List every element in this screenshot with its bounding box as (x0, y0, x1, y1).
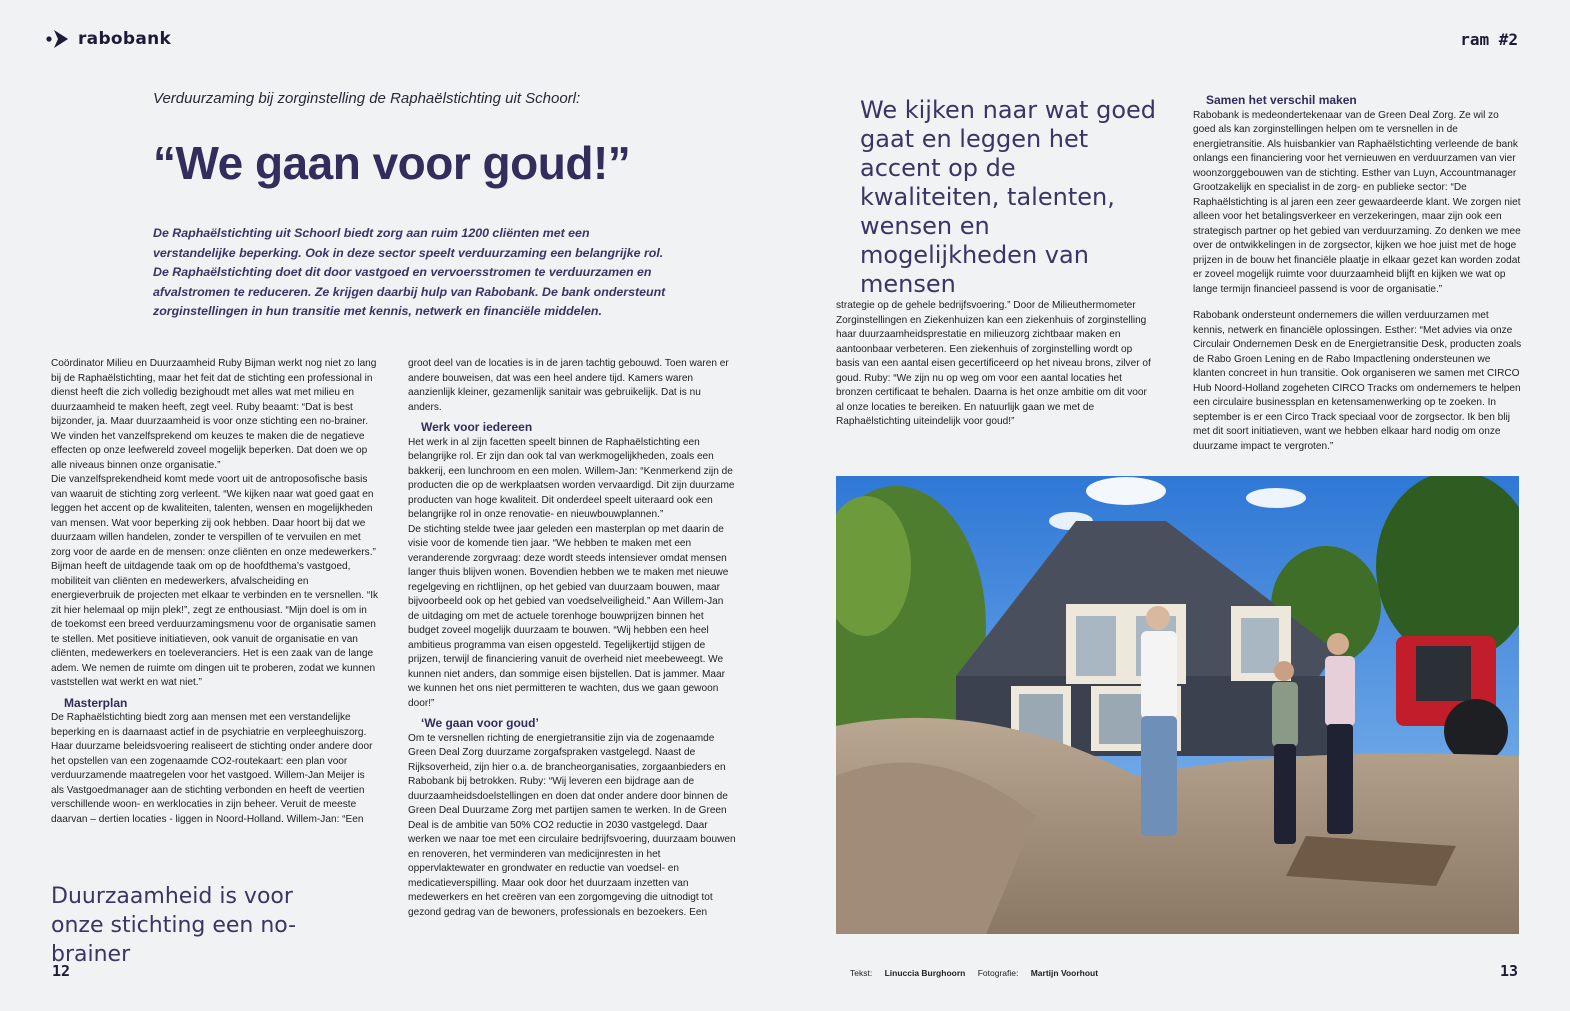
intro-paragraph: De Raphaëlstichting uit Schoorl biedt zorg aan ruim 1200 cliënten met een verstandelijke beperking. Ook in deze sector speelt verduurzaming een belangrijke rol. De Raphaëlstichting doet dit door vastgoed en vervoersstromen te verduurzamen en afvalstromen te reduceren. Ze krijgen daarbij hulp van Rabobank. De bank ondersteunt zorginstellingen in hun transitie met kennis, netwerk en financiële middelen. (153, 226, 666, 318)
paragraph: groot deel van de locaties is in de jaren tachtig gebouwd. Toen waren er andere bouweisen, dat was een heel andere tijd. Kamers waren aanzienlijk kleiner, gezamenlijk sanitair was gebruikelijk. Dat is nu anders. (408, 358, 729, 413)
building-people-photo (836, 476, 1519, 934)
page-number-right: 13 (1499, 962, 1518, 980)
credit-photo-name: Martijn Voorhout (1030, 968, 1099, 978)
paragraph: Het werk in al zijn facetten speelt binnen de Raphaëlstichting een belangrijke rol. Er zijn dan ook tal van werkmogelijkheden, zoals een bakkerij, een lunchroom en een molen. Willem-Jan: “Kenmerkend zijn de producten die op de werkplaatsen worden vervaardigd. Dit zijn duurzame producten van hoge kwaliteit. Dit onderdeel speelt uiteraard ook een belangrijke rol in onze renovatie- en nieuwbouwplannen.” (408, 436, 735, 520)
article-column-3 (836, 299, 1154, 430)
paragraph: Coördinator Milieu en Duurzaamheid Ruby Bijman werkt nog niet zo lang bij de Raphaëlstichting, maar het feit dat de stichting een professional in dienst heeft die zich volledig bezighoudt met alles wat met milieu en duurzaamheid te maken heeft, zegt veel. Ruby beaamt: “Dat is best bijzonder, ja. Maar duurzaamheid is voor onze stichting een no-brainer. We vinden het vanzelfsprekend om keuzes te maken die de negatieve effecten op onze leefwereld zoveel mogelijk beperken. Dat doen we op alle niveaus binnen onze organisatie.” (51, 358, 377, 471)
photo-credits (850, 968, 1108, 978)
subheading-werk: Werk voor iedereen (421, 420, 533, 434)
headline: “We gaan voor goud!” (153, 137, 631, 189)
credit-photo-label: Fotografie: (977, 968, 1019, 978)
subheading-goud: ‘We gaan voor goud’ (421, 716, 539, 730)
article-column-2 (408, 357, 736, 920)
article-column-1 (51, 357, 379, 827)
pull-quote: We kijken naar wat goed gaat en leggen het accent op de kwaliteiten, talenten, wensen en mogelijkheden van mensen (860, 96, 1157, 298)
brand-logo (46, 28, 171, 50)
credit-text-label: Tekst: (850, 968, 873, 978)
paragraph: Die vanzelfsprekendheid komt mede voort uit de antroposofische basis van waaruit de stichting zorg verleent. “We kijken naar wat goed gaat en leggen het accent op de kwaliteiten, talenten, wensen en mogelijkheden van mensen. Wat voor beperking zij ook hebben. Daar hoort bij dat we duurzaam willen handelen, zonder te verspillen of te vervuilen en met zorg voor de aarde en de mensen: onze cliënten en onze medewerkers.” Bijman heeft de uitdagende taak om op de hoofdthema’s vastgoed, mobiliteit van cliënten en medewerkers, afvalscheiding en energieverbruik de projecten met elkaar te verbinden en te versnellen. “Ik zit hier helemaal op mijn plek!”, zegt ze enthousiast. “Mijn doel is om in de toekomst een breed verduurzamingsmenu voor de organisatie samen te stellen. Met positieve initiatieven, ook vanuit de organisatie en van cliënten, medewerkers en toeleveranciers. Het is een zaak van de lange adem. We nemen de ruimte om dingen uit te proberen, zodat we kunnen vaststellen wat werkt en wat niet.” (51, 474, 379, 688)
subheading-masterplan: Masterplan (64, 695, 128, 710)
issue-label: ram #2 (1460, 30, 1518, 49)
paragraph-spacer (1193, 297, 1523, 309)
brand-name: rabobank (78, 29, 172, 49)
article-column-4 (1193, 93, 1523, 454)
article-photo (836, 476, 1519, 934)
pull-quote: Duurzaamheid is voor onze stichting een no-brainer (51, 884, 297, 967)
rabobank-arrow-icon (46, 28, 70, 50)
paragraph: Rabobank ondersteunt ondernemers die willen verduurzamen met kennis, netwerk en financiële oplossingen. Esther: “Met advies via onze Circulair Ondernemen Desk en de Energietransitie Desk, producten zoals de Rabo Groen Lening en de Rabo Impactlening ondersteunen we klanten concreet in hun transitie. Ook organiseren we samen met CIRCO Hub Noord-Holland zogeheten CIRCO Tracks om ondernemers te helpen een circulaire businessplan en ketensamenwerking op te zoeken. In september is er een Circo Track speciaal voor de zorgsector. Ik ben blij met dit soort initiatieven, want we hebben elkaar hard nodig om onze duurzame impact te vergroten.” (1193, 310, 1522, 452)
paragraph: De stichting stelde twee jaar geleden een masterplan op met daarin de visie voor de komende tien jaar. “We hebben te maken met een veranderende zorgvraag: deze wordt steeds intensiever omdat mensen langer thuis blijven wonen. Bovendien hebben we te maken met nieuwe regelgeving en richtlijnen, op het gebied van duurzaam bouwen, maar bijvoorbeeld ook op het gebied van voedselveiligheid.” Aan Willem-Jan de uitdaging om met de actuele torenhoge bouwprijzen binnen het budget zoveel mogelijk duurzaam te bouwen. “Wij hebben een heel ambitieus programma van eisen opgesteld. Tegelijkertijd stijgen de prijzen, terwijl de financiering vanuit de overheid niet meebeweegt. We kunnen niet anders, dan sommige eisen bijstellen. Dat is jammer. Maar we kunnen het ons niet permitteren te wachten, dus we gaan gewoon door!” (408, 523, 729, 709)
subheading-samen: Samen het verschil maken (1206, 93, 1357, 107)
paragraph: strategie op de gehele bedrijfsvoering.” Door de Milieuthermometer Zorginstellingen en Ziekenhuizen kan een ziekenhuis of zorginstelling haar duurzaamheidsprestatie en milieuzorg zichtbaar maken en aantoonbaar verbeteren. Een ziekenhuis of zorginstelling wordt op basis van een aantal eisen gecertificeerd op het niveau brons, zilver of goud. Ruby: “We zijn nu op weg om voor een aantal locaties het bronzen certificaat te behalen. Daarna is het onze ambitie om dit voor al onze locaties te bereiken. En natuurlijk gaan we met de Raphaëlstichting uiteindelijk voor goud!” (836, 300, 1151, 427)
paragraph: De Raphaëlstichting biedt zorg aan mensen met een verstandelijke beperking en is daarnaast actief in de psychiatrie en verpleeghuiszorg. Haar duurzame beleidsvoering realiseert de stichting onder andere door het opstellen van een zogenaamde CO2-routekaart: een plan voor verduurzamende maatregelen voor het vastgoed. Willem-Jan Meijer is als Vastgoedmanager aan de stichting verbonden en heeft de veertien verschillende woon- en werklocaties in zijn beheer. Veruit de meeste daarvan – dertien locaties - liggen in Noord-Holland. Willem-Jan: “Een (51, 712, 373, 825)
kicker: Verduurzaming bij zorginstelling de Raphaëlstichting uit Schoorl: (153, 90, 581, 107)
page-number-left: 12 (52, 962, 71, 980)
credit-text-name: Linuccia Burghoorn (884, 968, 966, 978)
paragraph: Rabobank is medeondertekenaar van de Green Deal Zorg. Ze wil zo goed als kan zorginstellingen helpen om te versnellen in de energietransitie. Als huisbankier van Raphaëlstichting verleende de bank onlangs een financiering voor het vernieuwen en verduurzamen van vier woonzorggebouwen van de stichting. Esther van Luyn, Accountmanager Grootzakelijk en specialist in de zorg- en publieke sector: “De Raphaëlstichting is al jaren een zeer gewaardeerde klant. We zorgen niet alleen voor het betalingsverkeer en verzekeringen, maar zijn ook een strategisch partner op het gebied van verduurzaming. Zo denken we mee over de ontwikkelingen in de zorgsector, kijken we hoe juist met de hoge prijzen in de bouw het financiële plaatje in elkaar gezet kan worden zodat er zoveel mogelijk ruimte voor duurzaamheid blijft en kijken we wat op lange termijn financieel passend is voor de organisatie.” (1193, 109, 1521, 295)
paragraph: Om te versnellen richting de energietransitie zijn via de zogenaamde Green Deal Zorg duurzame zorgafspraken vastgelegd. Naast de Rijksoverheid, zijn hier o.a. de brancheorganisaties, zorgaanbieders en Rabobank bij betrokken. Ruby: “Wij leveren een bijdrage aan de duurzaamheidsdoelstellingen en doen dat onder andere door binnen de Green Deal Duurzame Zorg met partijen samen te werken. In de Green Deal is de ambitie van 50% CO2 reductie in 2030 vastgelegd. Daar werken we naar toe met een circulaire bedrijfsvoering, duurzaam bouwen en renoveren, het verminderen van medicijnresten in het oppervlaktewater en grondwater en reductie van voedsel- en medicatieverspilling. Maar ook door het duurzaam inzetten van medewerkers en het creëren van een zorgomgeving die uitnodigt tot gezond gedrag van de bewoners, professionals en bezoekers. Een (408, 732, 736, 918)
